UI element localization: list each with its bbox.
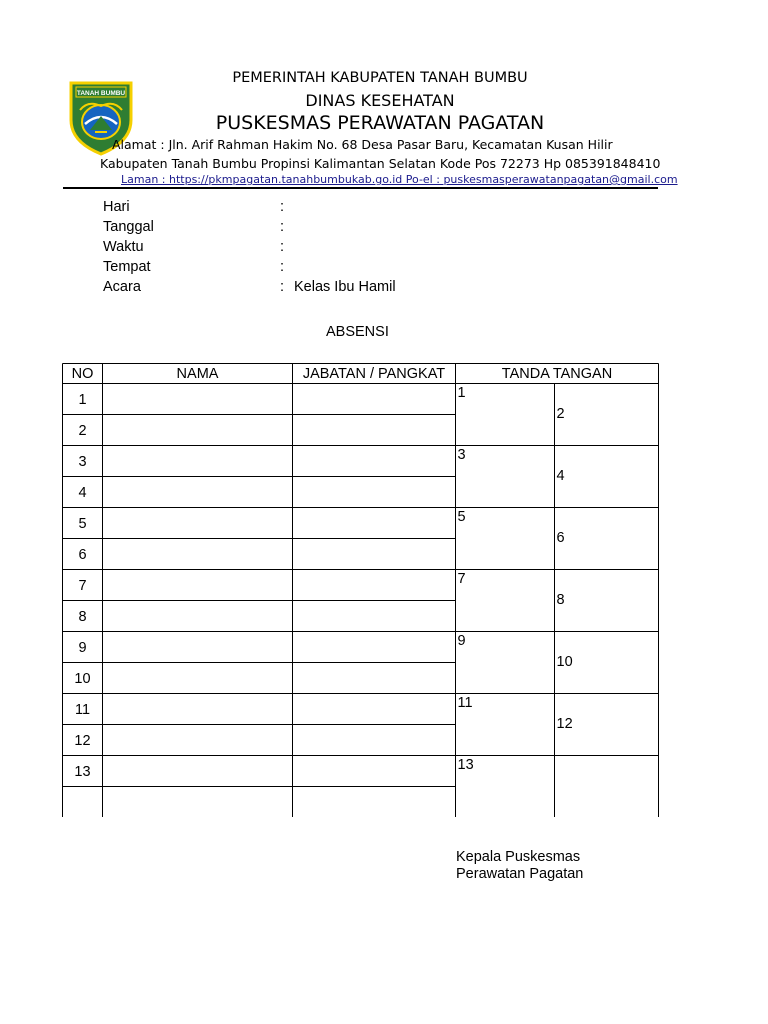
row-number: 3	[78, 454, 87, 470]
address-line-1: Alamat : Jln. Arif Rahman Hakim No. 68 Desa Pasar Baru, Kecamatan Kusan Hilir	[112, 137, 613, 152]
row-number: 1	[78, 392, 87, 408]
government-name: PEMERINTAH KABUPATEN TANAH BUMBU	[232, 70, 528, 86]
row-number: 13	[74, 764, 91, 780]
signature-slot-number: 8	[556, 592, 565, 608]
signature-slot-number: 11	[457, 695, 473, 711]
info-label-acara: Acara	[103, 279, 141, 295]
row-number: 9	[78, 640, 87, 656]
row-number: 5	[78, 516, 87, 532]
header-no: NO	[71, 366, 94, 382]
signature-title-line-2: Perawatan Pagatan	[456, 866, 584, 882]
header-tanda-tangan: TANDA TANGAN	[501, 366, 613, 382]
signature-slot-number: 7	[457, 571, 466, 587]
row-number: 6	[78, 547, 87, 563]
info-colon: :	[280, 239, 285, 255]
info-label-tanggal: Tanggal	[103, 219, 154, 235]
header-jabatan: JABATAN / PANGKAT	[302, 366, 446, 382]
signature-slot-number: 1	[457, 385, 466, 401]
info-label-tempat: Tempat	[103, 259, 151, 275]
address-line-2: Kabupaten Tanah Bumbu Propinsi Kalimantan Selatan Kode Pos 72273 Hp 085391848410	[100, 156, 661, 171]
attendance-title: ABSENSI	[326, 324, 389, 340]
header-nama: NAMA	[176, 366, 219, 382]
row-number: 8	[78, 609, 87, 625]
signature-slot-number: 9	[457, 633, 466, 649]
row-number: 11	[74, 702, 91, 718]
signature-slot-number: 13	[457, 757, 474, 773]
row-number: 2	[78, 423, 87, 439]
institution-name: PUSKESMAS PERAWATAN PAGATAN	[215, 112, 545, 134]
signature-slot-number: 5	[457, 509, 466, 525]
department-name: DINAS KESEHATAN	[305, 91, 455, 110]
signature-slot-number: 3	[457, 447, 466, 463]
info-colon: :	[280, 219, 285, 235]
info-colon: :	[280, 259, 285, 275]
signature-slot-number: 12	[556, 716, 573, 732]
signature-slot-number: 10	[556, 654, 573, 670]
row-number: 4	[78, 485, 87, 501]
signature-slot-number: 6	[556, 530, 565, 546]
signature-title-line-1: Kepala Puskesmas	[456, 849, 581, 865]
info-value-acara: Kelas Ibu Hamil	[294, 279, 396, 295]
info-colon: :	[280, 279, 285, 295]
letterhead-divider	[63, 187, 658, 189]
info-label-hari: Hari	[103, 199, 130, 215]
logo-text: TANAH BUMBU	[76, 90, 126, 97]
signature-slot-number: 4	[556, 468, 565, 484]
row-number: 7	[78, 578, 87, 594]
info-colon: :	[280, 199, 285, 215]
signature-slot-number: 2	[556, 406, 565, 422]
row-number: 12	[74, 733, 91, 749]
info-label-waktu: Waktu	[103, 239, 144, 255]
website-email-link[interactable]: Laman : https://pkmpagatan.tanahbumbukab.go.id Po-el : puskesmasperawatanpagatan@gmail.com	[121, 173, 678, 186]
row-number: 10	[74, 671, 91, 687]
attendance-table	[62, 363, 659, 817]
